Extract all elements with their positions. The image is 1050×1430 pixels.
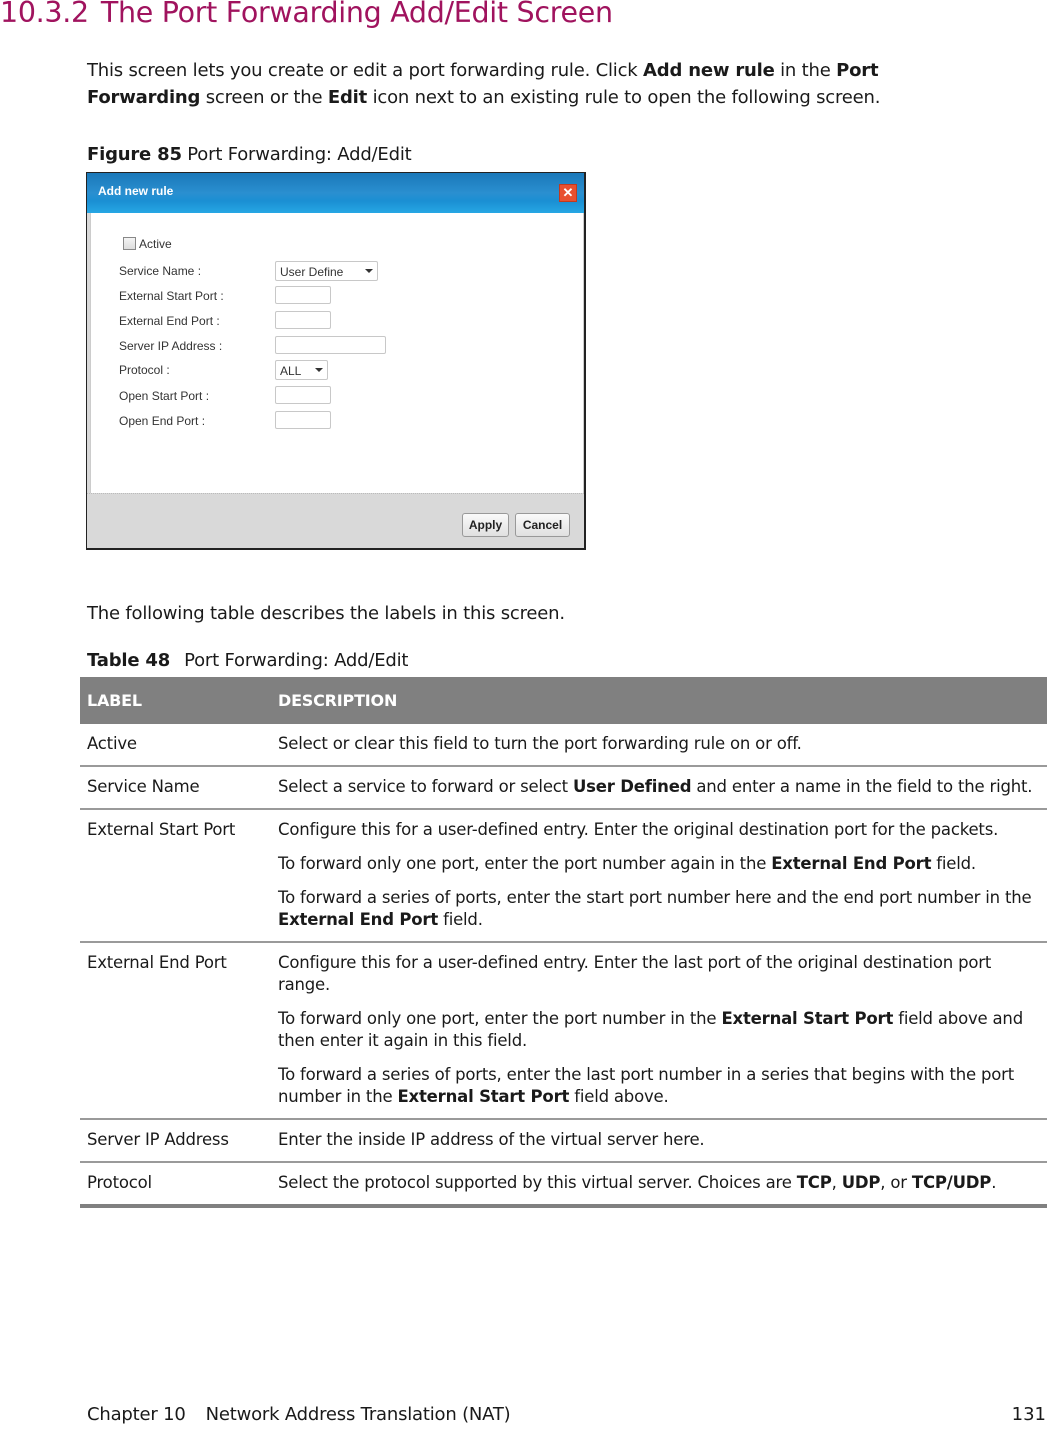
row-description (275, 942, 1047, 1119)
open-end-port-label: Open End Port : (119, 414, 206, 428)
description-text: Select or clear this field to turn the port forwarding rule on or off. (278, 734, 802, 753)
intro-bold-edit: Edit (327, 87, 368, 108)
external-start-port-label: External Start Port : (119, 289, 224, 303)
row-label: Service Name (80, 766, 275, 809)
dialog-title-bar (87, 173, 584, 213)
figure-caption (87, 144, 411, 165)
dialog-divider (87, 493, 584, 497)
section-title: The Port Forwarding Add/Edit Screen (100, 0, 613, 29)
page-footer (87, 1404, 511, 1425)
table-row (80, 1119, 1047, 1162)
description-text: Select a service to forward or select (278, 777, 573, 796)
row-label: Server IP Address (80, 1119, 275, 1162)
description-text: To forward a series of ports, enter the last port number in a series that begins with the port number in the (278, 1065, 1015, 1106)
description-text: Configure this for a user-defined entry. Enter the original destination port for the packets. (278, 820, 999, 839)
row-description (275, 809, 1047, 942)
open-start-port-label: Open Start Port : (119, 389, 210, 403)
row-label: Active (80, 724, 275, 766)
intro-bold-port-forwarding: Port Forwarding (87, 60, 879, 108)
service-name-row (91, 261, 583, 281)
service-name-label: Service Name : (119, 264, 202, 278)
intro-text: screen or the (200, 87, 328, 108)
external-start-port-input[interactable] (275, 286, 331, 304)
description-text: field above. (569, 1087, 669, 1106)
description-text: and enter a name in the field to the right. (691, 777, 1033, 796)
description-bold: External Start Port (721, 1009, 894, 1028)
row-label: External End Port (80, 942, 275, 1119)
table-header-row (80, 677, 1047, 724)
table-row (80, 809, 1047, 942)
description-text: To forward only one port, enter the port number in the (278, 1009, 722, 1028)
server-ip-input[interactable] (275, 336, 386, 354)
description-text (278, 1064, 1037, 1108)
description-bold: TCP (796, 1173, 832, 1192)
table-label: Table 48 (87, 650, 171, 671)
description-text (278, 776, 1037, 798)
footer-chapter: Chapter 10 (87, 1404, 186, 1425)
chevron-down-icon (365, 269, 373, 273)
dialog-title: Add new rule (98, 184, 174, 198)
cancel-button[interactable]: Cancel (515, 513, 570, 537)
apply-button[interactable]: Apply (462, 513, 509, 537)
footer-chapter-title: Network Address Translation (NAT) (205, 1404, 511, 1425)
figure-label: Figure 85 (87, 144, 182, 165)
description-text: Select the protocol supported by this virtual server. Choices are (278, 1173, 797, 1192)
description-text (278, 1008, 1037, 1052)
external-end-port-input[interactable] (275, 311, 331, 329)
active-row (91, 237, 583, 257)
description-text (278, 853, 1037, 875)
table-caption (87, 650, 408, 671)
server-ip-label: Server IP Address : (119, 339, 223, 353)
description-text (278, 1172, 1037, 1194)
description-text: , (831, 1173, 842, 1192)
intro-text: This screen lets you create or edit a port forwarding rule. Click (87, 60, 644, 81)
table-row (80, 766, 1047, 809)
description-text: , or (880, 1173, 912, 1192)
table-intro: The following table describes the labels in this screen. (87, 603, 565, 624)
description-text: To forward a series of ports, enter the start port number here and the end port number in the (278, 888, 1032, 907)
description-text (278, 887, 1037, 931)
description-bold: External Start Port (397, 1087, 570, 1106)
figure-caption-text: Port Forwarding: Add/Edit (187, 144, 412, 165)
protocol-value: ALL (280, 364, 302, 378)
section-number: 10.3.2 (0, 0, 89, 29)
description-text: field. (931, 854, 976, 873)
description-text: field above and then enter it again in this field. (278, 1009, 1023, 1050)
service-name-value: User Define (280, 265, 344, 279)
active-label: Active (139, 237, 172, 251)
description-text: To forward only one port, enter the port number again in the (278, 854, 772, 873)
external-end-port-label: External End Port : (119, 314, 220, 328)
external-start-port-row (91, 286, 583, 306)
external-end-port-row (91, 311, 583, 331)
open-start-port-row (91, 386, 583, 406)
description-table (80, 677, 1047, 1208)
protocol-label: Protocol : (119, 363, 170, 377)
intro-paragraph (87, 57, 987, 111)
server-ip-row (91, 336, 583, 356)
description-text: Configure this for a user-defined entry. Enter the last port of the original destination port range. (278, 953, 992, 994)
protocol-row (91, 360, 583, 380)
table-row (80, 724, 1047, 766)
description-bold: TCP/UDP (911, 1173, 992, 1192)
intro-bold-add-new-rule: Add new rule (643, 60, 775, 81)
intro-text: icon next to an existing rule to open the following screen. (367, 87, 881, 108)
section-heading (0, 0, 613, 29)
header-description: DESCRIPTION (275, 677, 1047, 724)
table-caption-text: Port Forwarding: Add/Edit (184, 650, 409, 671)
description-bold: External End Port (771, 854, 932, 873)
table-row (80, 1162, 1047, 1206)
protocol-select[interactable] (275, 360, 328, 380)
close-icon[interactable]: ✕ (559, 184, 577, 202)
description-bold: User Defined (572, 777, 692, 796)
add-rule-dialog (86, 172, 586, 550)
open-end-port-row (91, 411, 583, 431)
row-description (275, 766, 1047, 809)
description-text: field. (438, 910, 483, 929)
row-label: Protocol (80, 1162, 275, 1206)
header-label: LABEL (80, 677, 275, 724)
service-name-select[interactable] (275, 261, 378, 281)
row-description (275, 1162, 1047, 1206)
description-bold: UDP (841, 1173, 881, 1192)
description-bold: External End Port (278, 910, 439, 929)
intro-text: in the (774, 60, 837, 81)
open-start-port-input[interactable] (275, 386, 331, 404)
description-text: . (991, 1173, 997, 1192)
page-number: 131 (1011, 1404, 1046, 1425)
row-description (275, 724, 1047, 766)
chevron-down-icon (315, 368, 323, 372)
row-label: External Start Port (80, 809, 275, 942)
description-text: Enter the inside IP address of the virtual server here. (278, 1130, 705, 1149)
table-row (80, 942, 1047, 1119)
dialog-body (90, 213, 584, 493)
active-checkbox[interactable] (123, 237, 136, 250)
row-description (275, 1119, 1047, 1162)
open-end-port-input[interactable] (275, 411, 331, 429)
